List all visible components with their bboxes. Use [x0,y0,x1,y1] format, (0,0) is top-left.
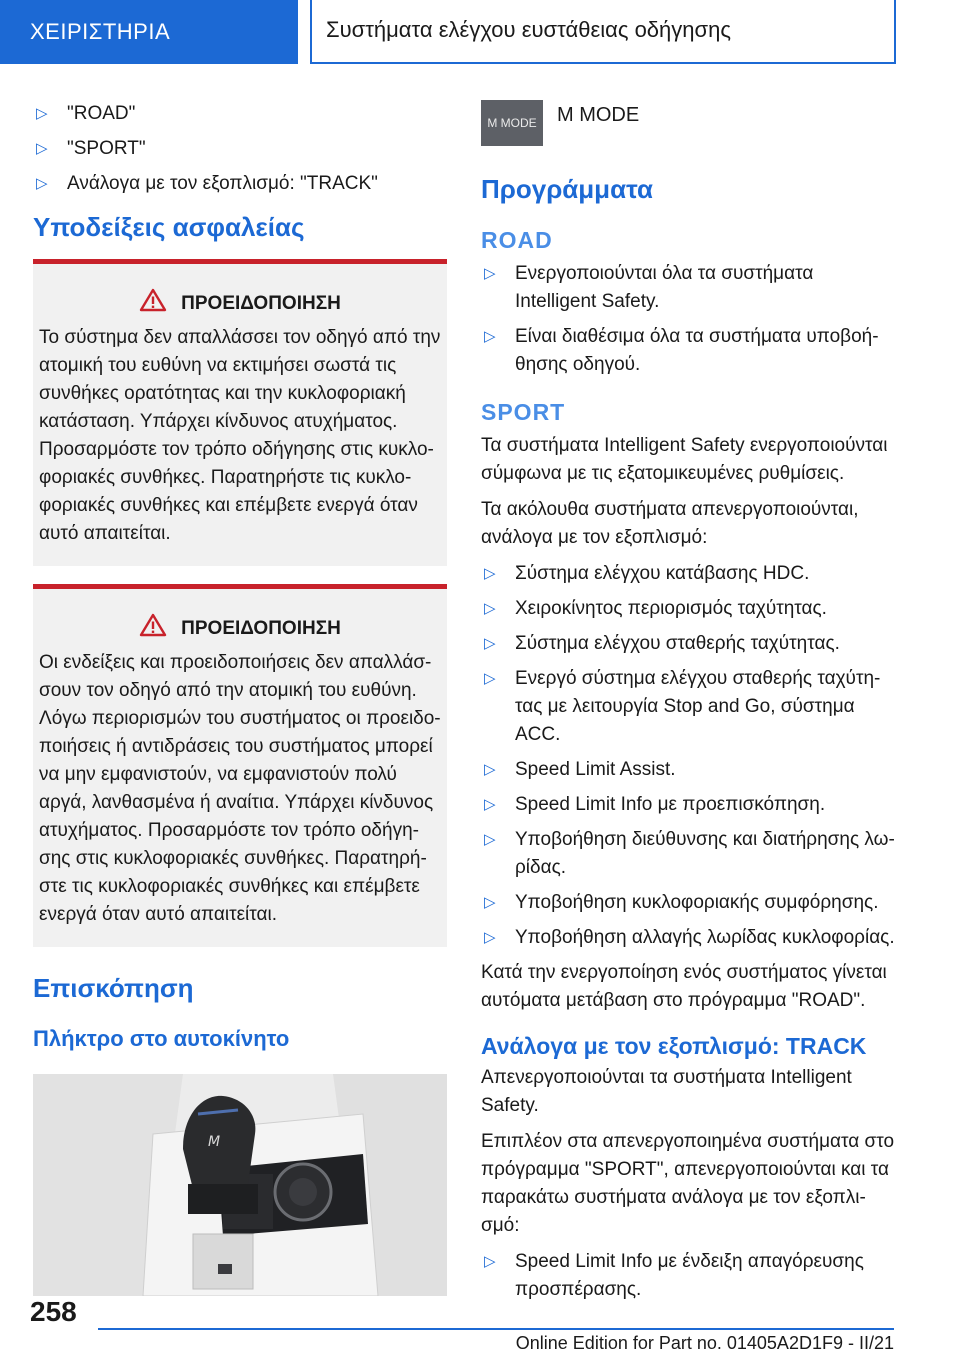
triangle-bullet-icon: ▷ [484,265,496,282]
text-line: στε τις κυκλοφοριακές συνθήκες και επέμβετε [39,876,420,897]
text-line: ανάλογα με τον εξοπλισμό: [481,527,708,548]
warning-triangle-icon [139,613,167,643]
text-line: σης στις κυκλοφοριακές συνθήκες. Παρατηρή- [39,848,427,869]
text-line: αργά, λανθασμένα ή αναίτια. Υπάρχει κίνδυνος [39,792,434,813]
text-line: Τα συστήματα Intelligent Safety ενεργοποιούνται [481,435,888,456]
road-bullet-list [481,260,899,379]
warning-triangle-icon [139,288,167,318]
triangle-bullet-icon: ▷ [36,105,48,122]
list-item-text: Υποβοήθηση κυκλοφοριακής συμφόρησης. [515,892,879,913]
list-item [33,100,447,128]
triangle-bullet-icon: ▷ [36,175,48,192]
button-in-car-heading: Πλήκτρο στο αυτοκίνητο [33,1026,290,1051]
list-item [481,595,899,623]
list-item-text: Σύστημα ελέγχου κατάβασης HDC. [515,563,810,584]
track-paragraph-1 [481,1064,899,1120]
edition-info: Online Edition for Part no. 01405A2D1F9 - II/21 [515,1333,894,1353]
sport-bullet-list [481,560,899,952]
text-line: Οι ενδείξεις και προειδοποιήσεις δεν απαλλάσ- [39,652,432,673]
list-item-text: Speed Limit Info με προεπισκόπηση. [515,794,826,815]
triangle-bullet-icon: ▷ [484,894,496,911]
m-mode-row [481,100,899,146]
m-mode-label: M MODE [557,104,640,126]
list-item [481,665,899,749]
track-bullet-list [481,1248,899,1304]
list-item [481,1248,899,1304]
text-line: Το σύστημα δεν απαλλάσσει τον οδηγό από την [39,327,441,348]
text-line: σμό: [481,1215,520,1236]
list-item-text: Speed Limit Assist. [515,759,676,780]
sport-paragraph-3 [481,959,899,1015]
triangle-bullet-icon: ▷ [484,565,496,582]
list-item [481,826,899,882]
warning-header [33,613,447,643]
svg-text:M: M [208,1134,221,1150]
text-line: Τα ακόλουθα συστήματα απενεργοποιούνται, [481,499,859,520]
text-line: να μην εμφανιστούν, να εμφανιστούν πολύ [39,764,397,785]
text-line: Safety. [481,1095,539,1116]
triangle-bullet-icon: ▷ [36,140,48,157]
text-line: Λόγω περιορισμών του συστήματος οι προειδο- [39,708,441,729]
top-bullet-list [33,100,447,198]
list-item-text: Υποβοήθηση αλλαγής λωρίδας κυκλοφορίας. [515,927,895,948]
list-item [481,323,899,379]
page-number: 258 [30,1296,77,1327]
right-column [481,100,899,1311]
list-item [33,170,447,198]
track-paragraph-2 [481,1128,899,1240]
text-line: Απενεργοποιούνται τα συστήματα Intelligent [481,1067,852,1088]
text-line: ατομική του ευθύνη να εκτιμήσει σωστά τις [39,355,397,376]
warning-box-2 [33,584,447,947]
list-item [481,924,899,952]
safety-heading: Υποδείξεις ασφαλείας [33,212,305,242]
m-mode-button-icon: M MODE [481,100,543,146]
list-item-text: Υποβοήθηση διεύθυνσης και διατήρησης λω- [515,829,895,850]
triangle-bullet-icon: ▷ [484,929,496,946]
overview-heading: Επισκόπηση [33,973,194,1003]
warning-title: ΠΡΟΕΙΔΟΠΟΙΗΣΗ [181,293,341,314]
text-line: Προσαρμόστε τον τρόπο οδήγησης στις κυκλο- [39,439,434,460]
chapter-title: Συστήματα ελέγχου ευστάθειας οδήγησης [310,0,896,64]
text-line: φοριακές συνθήκες. Παρατηρήστε τις κυκλο- [39,467,412,488]
text-line: συνθήκες ορατότητας και την κυκλοφοριακή [39,383,406,404]
sport-heading: SPORT [481,399,566,425]
text-line: φοριακές συνθήκες και επέμβετε ενεργά όταν [39,495,418,516]
list-item-text: Χειροκίνητος περιορισμός ταχύτητας. [515,598,827,619]
triangle-bullet-icon: ▷ [484,831,496,848]
text-line: Επιπλέον στα απενεργοποιημένα συστήματα στο [481,1131,895,1152]
triangle-bullet-icon: ▷ [484,600,496,617]
text-line: ποιήσεις ή αντιδράσεις του συστήματος μπορεί [39,736,433,757]
triangle-bullet-icon: ▷ [484,796,496,813]
chapter-tab[interactable]: ΧΕΙΡΙΣΤΗΡΙΑ [0,0,298,64]
triangle-bullet-icon: ▷ [484,670,496,687]
list-item-text: τας με λειτουργία Stop and Go, σύστημα [515,696,855,717]
warning-text [33,324,447,548]
list-item [481,630,899,658]
text-line: Κατά την ενεργοποίηση ενός συστήματος γίνεται [481,962,887,983]
warning-text [33,649,447,929]
warning-title: ΠΡΟΕΙΔΟΠΟΙΗΣΗ [181,618,341,639]
text-line: σουν τον οδηγό από την ατομική του ευθύνη. [39,680,417,701]
list-item [481,756,899,784]
text-line: παρακάτω συστήματα ανάλογα με τον εξοπλι- [481,1187,866,1208]
list-item-text: Ενεργοποιούνται όλα τα συστήματα [515,263,814,284]
list-item [481,791,899,819]
text-line: ενεργά όταν αυτό απαιτείται. [39,904,277,925]
triangle-bullet-icon: ▷ [484,328,496,345]
text-line: ατυχήματος. Προσαρμόστε τον τρόπο οδήγη- [39,820,419,841]
list-item-text: Speed Limit Info με ένδειξη απαγόρευσης [515,1251,864,1272]
text-line: σύμφωνα με τις εξατομικευμένες ρυθμίσεις. [481,463,845,484]
warning-box-1 [33,259,447,566]
list-item-text: Intelligent Safety. [515,291,660,312]
list-item-text: προσπέρασης. [515,1279,642,1300]
triangle-bullet-icon: ▷ [484,1253,496,1270]
list-item-text: Ανάλογα με τον εξοπλισμό: "TRACK" [67,173,378,194]
text-line: αυτό απαιτείται. [39,523,171,544]
triangle-bullet-icon: ▷ [484,635,496,652]
warning-header [33,288,447,318]
text-line: αυτόματα μετάβαση στο πρόγραμμα "ROAD". [481,990,866,1011]
programs-heading: Προγράμματα [481,174,653,204]
track-heading: Ανάλογα με τον εξοπλισμό: TRACK [481,1033,867,1059]
text-line: πρόγραμμα "SPORT", απενεργοποιούνται και τα [481,1159,890,1180]
list-item-text: Σύστημα ελέγχου σταθερής ταχύτητας. [515,633,840,654]
list-item-text: Ενεργό σύστημα ελέγχου σταθερής ταχύτη- [515,668,881,689]
list-item [481,889,899,917]
road-heading: ROAD [481,227,553,253]
list-item-text: "SPORT" [67,138,146,159]
left-column [33,100,447,1296]
list-item-text: ACC. [515,724,561,745]
list-item-text: ρίδας. [515,857,567,878]
list-item [481,260,899,316]
list-item [481,560,899,588]
list-item [33,135,447,163]
console-photo [33,1074,447,1296]
list-item-text: Είναι διαθέσιμα όλα τα συστήματα υποβοή- [515,326,879,347]
list-item-text: "ROAD" [67,103,136,124]
footer-divider [98,1328,894,1330]
sport-paragraph-1 [481,432,899,488]
triangle-bullet-icon: ▷ [484,761,496,778]
text-line: κατάσταση. Υπάρχει κίνδυνος ατυχήματος. [39,411,398,432]
list-item-text: θησης οδηγού. [515,354,641,375]
sport-paragraph-2 [481,496,899,552]
